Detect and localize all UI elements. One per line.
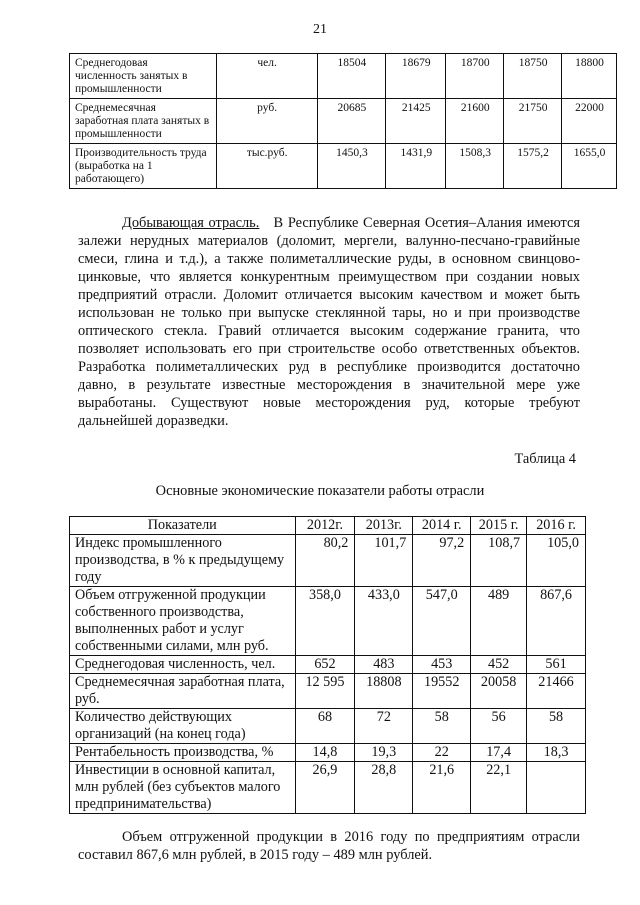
table-row [70,709,586,744]
cell-value: 18504 [317,54,386,99]
cell-value: 19,3 [355,744,413,762]
cell-value: 68 [295,709,355,744]
page-number: 21 [313,22,327,37]
cell-value: 1655,0 [562,144,617,189]
cell-value: 21466 [527,674,586,709]
row-unit: тыс.руб. [216,144,317,189]
section-heading: Добывающая отрасль. [122,215,260,231]
cell-value: 18808 [355,674,413,709]
cell-value: 17,4 [471,744,527,762]
table-row [70,144,617,189]
table-header-row [70,517,586,535]
cell-value: 21,6 [413,762,471,814]
cell-value: 22,1 [471,762,527,814]
row-label: Среднемесячная заработная плата, руб. [70,674,296,709]
cell-value: 489 [471,587,527,656]
table-title: Основные экономические показатели работы отрасли [155,483,485,499]
cell-value: 452 [471,656,527,674]
row-label: Индекс промышленного производства, в % к предыдущему году [70,535,296,587]
table-row [70,744,586,762]
column-header: 2016 г. [527,517,586,535]
cell-value: 1508,3 [446,144,504,189]
cell-value: 14,8 [295,744,355,762]
paragraph-text: В Республике Северная Осетия–Алания имеются залежи нерудных материалов (доломит, мергели, валунно-песчано-гравийные смеси, глина и т.д.), а также полиметаллические руды, в основном свинцово-цинковые, что является конкурентным преимуществом при создании новых предприятий отрасли. Доломит отличается высоким качеством и может быть использован не только при выпуске стеклянной тары, но и при производстве оптического стекла. Гравий отличается высоким содержание гранита, что позволяет использовать его при строительстве особо ответственных объектов. Разработка полиметаллических руд в республике производится достаточно давно, в результате известные месторождения в значительной мере уже выработаны. Существуют новые месторождения руд, которые требуют дальнейшей доразведки. [78,215,581,429]
cell-value: 56 [471,709,527,744]
cell-value: 1450,3 [317,144,386,189]
table-row [70,99,617,144]
table-row [70,762,586,814]
column-header: Показатели [70,517,296,535]
cell-value: 18750 [504,54,562,99]
cell-value: 483 [355,656,413,674]
cell-value: 18,3 [527,744,586,762]
row-label: Инвестиции в основной капитал, млн рублей (без субъектов малого предпринимательства) [70,762,296,814]
cell-value: 652 [295,656,355,674]
mining-paragraph [78,214,580,430]
table-row [70,656,586,674]
cell-value: 19552 [413,674,471,709]
column-header: 2015 г. [471,517,527,535]
cell-value: 18800 [562,54,617,99]
cell-value: 561 [527,656,586,674]
column-header: 2014 г. [413,517,471,535]
cell-value: 547,0 [413,587,471,656]
cell-value: 101,7 [355,535,413,587]
indicators-table [69,516,586,814]
cell-value: 58 [527,709,586,744]
cell-value: 867,6 [527,587,586,656]
cell-value: 12 595 [295,674,355,709]
cell-value: 80,2 [295,535,355,587]
table-row [70,54,617,99]
cell-value: 105,0 [527,535,586,587]
cell-value: 72 [355,709,413,744]
row-label: Среднегодовая численность занятых в промышленности [70,54,217,99]
row-label: Производительность труда (выработка на 1 работающего) [70,144,217,189]
cell-value: 22000 [562,99,617,144]
cell-value: 97,2 [413,535,471,587]
column-header: 2013г. [355,517,413,535]
table-row [70,587,586,656]
cell-value: 21600 [446,99,504,144]
employment-table [69,53,617,189]
table-row [70,535,586,587]
row-label: Рентабельность производства, % [70,744,296,762]
cell-value: 28,8 [355,762,413,814]
row-label: Количество действующих организаций (на конец года) [70,709,296,744]
column-header: 2012г. [295,517,355,535]
cell-value: 20685 [317,99,386,144]
table-row [70,674,586,709]
table-caption: Таблица 4 [514,451,576,467]
cell-value: 21425 [386,99,446,144]
cell-value: 20058 [471,674,527,709]
cell-value: 26,9 [295,762,355,814]
row-label: Среднемесячная заработная плата занятых в промышленности [70,99,217,144]
cell-value: 18679 [386,54,446,99]
cell-value: 22 [413,744,471,762]
cell-value: 1431,9 [386,144,446,189]
row-unit: чел. [216,54,317,99]
cell-value: 358,0 [295,587,355,656]
cell-value: 21750 [504,99,562,144]
row-label: Объем отгруженной продукции собственного производства, выполненных работ и услуг собственными силами, млн руб. [70,587,296,656]
cell-value: 58 [413,709,471,744]
closing-paragraph: Объем отгруженной продукции в 2016 году по предприятиям отрасли составил 867,6 млн рублей, в 2015 году – 489 млн рублей. [78,829,580,863]
row-unit: руб. [216,99,317,144]
cell-value: 453 [413,656,471,674]
cell-value [527,762,586,814]
cell-value: 433,0 [355,587,413,656]
cell-value: 18700 [446,54,504,99]
row-label: Среднегодовая численность, чел. [70,656,296,674]
cell-value: 108,7 [471,535,527,587]
cell-value: 1575,2 [504,144,562,189]
